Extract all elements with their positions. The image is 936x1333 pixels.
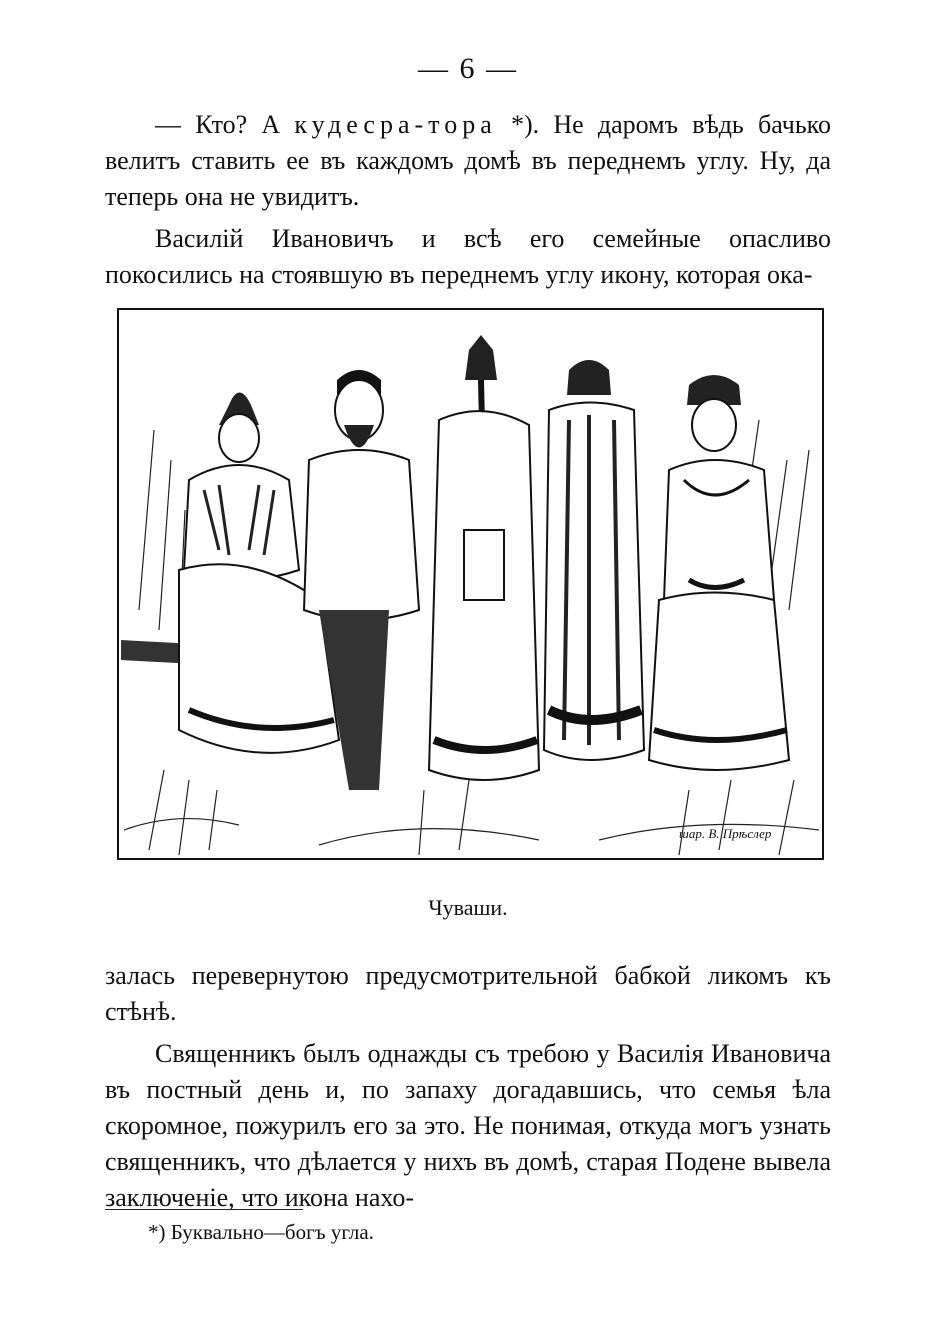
bottom-text-block xyxy=(105,958,831,1216)
illustration-frame xyxy=(117,308,824,860)
footnote-rule xyxy=(105,1209,303,1210)
paragraph-continuation: залась перевернутою предусмотрительной бабкой ликомъ къ стѣнѣ. xyxy=(105,961,831,1026)
paragraph-priest: Священникъ былъ однажды съ требою у Василія Ивановича въ постный день и, по запаху догадавшись, что семья ѣла скоромное, пожурилъ его за это. Не понимая, откуда могъ узнать священникъ, что дѣлается у нихъ въ домѣ, старая Подене вывела заключеніе, что икона нахо- xyxy=(105,1039,831,1212)
paragraph-narration: Василій Ивановичъ и всѣ его семейные опасливо покосились на стоявшую въ переднемъ углу икону, которая ока- xyxy=(105,224,831,289)
spaced-word: кудесра-тора xyxy=(294,110,497,139)
figure-woman-back-center xyxy=(429,335,539,780)
figure-woman-back-right xyxy=(544,360,644,760)
paragraph-dialogue xyxy=(105,107,831,215)
dialogue-dash: — Кто? А xyxy=(155,110,295,139)
footnote: *) Буквально—богъ угла. xyxy=(148,1220,374,1244)
figure-standing-woman xyxy=(649,375,789,770)
page-number: — 6 — xyxy=(418,52,518,85)
figure-caption: Чуваши. xyxy=(428,895,508,920)
illustration-chuvash-group xyxy=(119,310,822,858)
dialogue-rest: *). Не даромъ вѣдь бачько велитъ ставить ее въ каждомъ домѣ въ переднемъ углу. Ну, да теперь она не увидитъ. xyxy=(105,110,831,211)
engraver-signature: шар. В. Прѣслер xyxy=(679,826,772,841)
top-text-block xyxy=(105,107,831,293)
